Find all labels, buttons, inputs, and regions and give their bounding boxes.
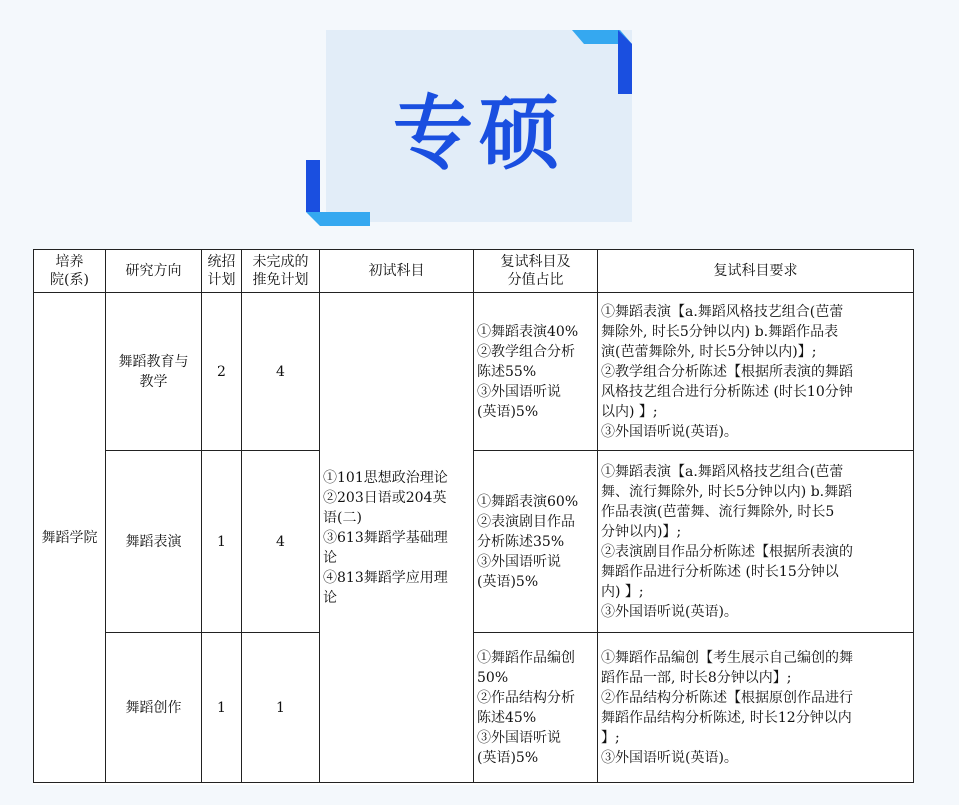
table-row: [34, 293, 914, 451]
column-header-0: [34, 250, 106, 293]
plan-cell-line: 2: [217, 363, 226, 380]
initial-exam-cell-line: 论: [323, 549, 337, 566]
column-header-3: [242, 250, 320, 293]
exempt-plan-cell: [242, 293, 320, 451]
retest-subjects-cell-line: 陈述55%: [477, 363, 537, 380]
column-header-0-line: 培养: [55, 254, 84, 270]
direction-cell-line: 舞蹈创作: [125, 699, 182, 716]
retest-subjects-cell: [474, 633, 598, 783]
column-header-3-line: 未完成的: [252, 254, 309, 270]
admission-table-container: [33, 249, 913, 785]
retest-subjects-cell-line: ②作品结构分析: [477, 689, 575, 706]
page-title: 专硕: [393, 86, 565, 180]
column-header-3-line: 推免计划: [252, 272, 309, 288]
direction-cell: [106, 293, 202, 451]
retest-requirements-cell-line: 演(芭蕾舞除外, 时长5分钟以内)】;: [601, 343, 817, 360]
column-header-0-line: 院(系): [50, 272, 89, 288]
exempt-plan-cell: [242, 633, 320, 783]
retest-requirements-cell: [598, 633, 914, 783]
plan-cell-line: 1: [217, 699, 226, 716]
retest-requirements-cell-line: ②表演剧目作品分析陈述【根据所表演的: [601, 543, 853, 560]
college-cell-line: 舞蹈学院: [41, 529, 98, 546]
title-banner: [0, 0, 959, 250]
direction-cell-line: 舞蹈表演: [125, 533, 182, 550]
retest-requirements-cell-line: ③外国语听说(英语)。: [601, 423, 738, 440]
plan-cell-line: 1: [217, 533, 226, 550]
retest-subjects-cell-line: ②教学组合分析: [477, 343, 575, 360]
direction-cell: [106, 451, 202, 633]
retest-subjects-cell-line: (英语)5%: [477, 749, 539, 766]
retest-subjects-cell: [474, 293, 598, 451]
column-header-4: [320, 250, 474, 293]
exempt-plan-cell-line: 1: [276, 699, 285, 716]
plan-cell: [202, 293, 242, 451]
direction-cell: [106, 633, 202, 783]
initial-exam-cell-line: ②203日语或204英: [323, 489, 447, 506]
retest-subjects-cell-line: ③外国语听说: [477, 553, 561, 570]
column-header-1: [106, 250, 202, 293]
column-header-1-line: 研究方向: [125, 263, 182, 279]
table-header-row: [34, 250, 914, 293]
retest-requirements-cell-line: ①舞蹈表演【a.舞蹈风格技艺组合(芭蕾: [601, 303, 844, 320]
column-header-5-line: 分值占比: [507, 272, 564, 288]
initial-exam-cell-line: ①101思想政治理论: [323, 469, 448, 486]
initial-exam-cell-line: 语(二): [323, 509, 362, 526]
column-header-6: [598, 250, 914, 293]
retest-requirements-cell-line: 以内) 】;: [601, 403, 658, 420]
column-header-4-line: 初试科目: [368, 263, 425, 279]
retest-requirements-cell-line: 风格技艺组合进行分析陈述 (时长10分钟: [601, 383, 853, 400]
retest-subjects-cell-line: ③外国语听说: [477, 729, 561, 746]
column-header-5-line: 复试科目及: [500, 254, 571, 270]
table-row: [34, 451, 914, 633]
column-header-5: [474, 250, 598, 293]
retest-requirements-cell-line: 舞蹈作品结构分析陈述, 时长12分钟以内: [601, 709, 852, 726]
exempt-plan-cell: [242, 451, 320, 633]
initial-exam-cell-line: ③613舞蹈学基础理: [323, 529, 448, 546]
plan-cell: [202, 451, 242, 633]
retest-subjects-cell-line: ③外国语听说: [477, 383, 561, 400]
college-cell: [34, 293, 106, 783]
plan-cell: [202, 633, 242, 783]
retest-requirements-cell: [598, 293, 914, 451]
initial-exam-cell-line: ④813舞蹈学应用理: [323, 569, 448, 586]
retest-requirements-cell-line: 舞、流行舞除外, 时长5分钟以内) b.舞蹈: [601, 483, 853, 500]
admission-table: [33, 249, 914, 783]
retest-requirements-cell-line: ③外国语听说(英语)。: [601, 603, 738, 620]
exempt-plan-cell-line: 4: [276, 533, 285, 550]
direction-cell-line: 舞蹈教育与: [118, 353, 189, 370]
retest-requirements-cell: [598, 451, 914, 633]
direction-cell-line: 教学: [139, 373, 168, 390]
retest-subjects-cell: [474, 451, 598, 633]
retest-subjects-cell-line: ②表演剧目作品: [477, 513, 575, 530]
retest-subjects-cell-line: 分析陈述35%: [477, 533, 565, 550]
retest-subjects-cell-line: ①舞蹈作品编创: [477, 649, 575, 666]
exempt-plan-cell-line: 4: [276, 363, 285, 380]
retest-subjects-cell-line: 陈述45%: [477, 709, 537, 726]
retest-requirements-cell-line: ③外国语听说(英语)。: [601, 749, 738, 766]
retest-requirements-cell-line: 内) 】;: [601, 583, 644, 600]
retest-requirements-cell-line: 】;: [601, 729, 620, 746]
retest-requirements-cell-line: ②教学组合分析陈述【根据所表演的舞蹈: [601, 363, 853, 380]
column-header-2-line: 计划: [207, 272, 236, 288]
initial-exam-cell-line: 论: [323, 589, 337, 606]
retest-requirements-cell-line: ①舞蹈作品编创【考生展示自己编创的舞: [601, 649, 853, 666]
retest-requirements-cell-line: ②作品结构分析陈述【根据原创作品进行: [601, 689, 853, 706]
column-header-2-line: 统招: [207, 254, 236, 270]
retest-subjects-cell-line: ①舞蹈表演60%: [477, 493, 579, 510]
column-header-2: [202, 250, 242, 293]
retest-subjects-cell-line: (英语)5%: [477, 403, 539, 420]
retest-requirements-cell-line: 蹈作品一部, 时长8分钟以内】;: [601, 669, 792, 686]
retest-requirements-cell-line: ①舞蹈表演【a.舞蹈风格技艺组合(芭蕾: [601, 463, 844, 480]
retest-requirements-cell-line: 作品表演(芭蕾舞、流行舞除外, 时长5: [601, 503, 835, 520]
retest-subjects-cell-line: 50%: [477, 669, 509, 686]
retest-subjects-cell-line: (英语)5%: [477, 573, 539, 590]
retest-requirements-cell-line: 分钟以内)】;: [601, 523, 682, 540]
retest-subjects-cell-line: ①舞蹈表演40%: [477, 323, 579, 340]
retest-requirements-cell-line: 舞除外, 时长5分钟以内) b.舞蹈作品表: [601, 323, 839, 340]
table-row: [34, 633, 914, 783]
retest-requirements-cell-line: 舞蹈作品进行分析陈述 (时长15分钟以: [601, 563, 839, 580]
column-header-6-line: 复试科目要求: [713, 263, 798, 279]
initial-exam-cell: [320, 293, 474, 783]
